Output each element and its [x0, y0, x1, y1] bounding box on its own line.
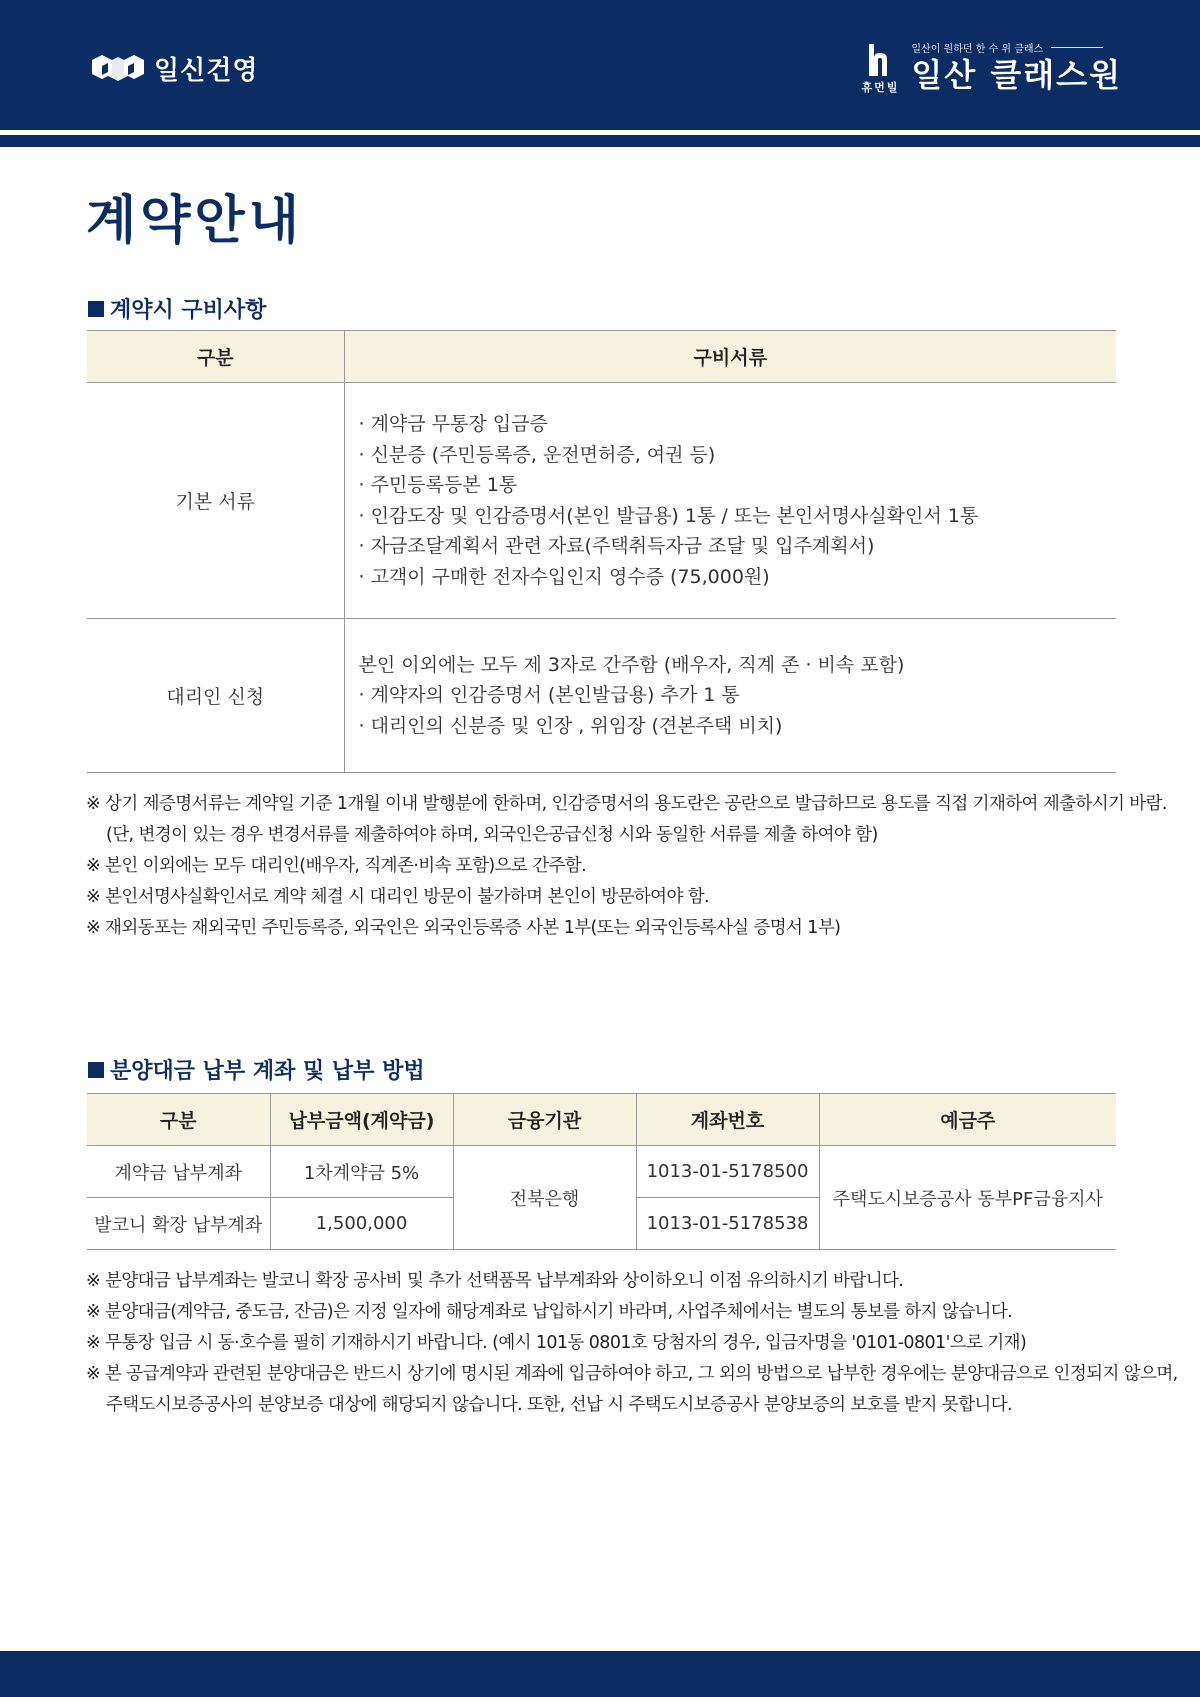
- builder-logo: [92, 50, 258, 87]
- square-bullet-icon: [88, 1062, 104, 1078]
- note-line: ※ 본인서명사실확인서로 계약 체결 시 대리인 방문이 불가하며 본인이 방문하여야 함.: [86, 887, 710, 907]
- doc-line: · 계약자의 인감증명서 (본인발급용) 추가 1 통: [358, 684, 740, 707]
- required-docs-notes: [86, 789, 1167, 944]
- doc-line: · 고객이 구매한 전자수입인지 영수증 (75,000원): [358, 565, 770, 588]
- builder-logo-icon: [92, 52, 144, 86]
- doc-line: · 신분증 (주민등록증, 운전면허증, 여권 등): [358, 443, 716, 466]
- column-header: 계좌번호: [636, 1094, 819, 1146]
- top-header-bar: [0, 0, 1200, 130]
- section-heading-payment: [88, 1054, 425, 1085]
- complex-brand: [861, 40, 1122, 95]
- doc-line: 본인 이외에는 모두 제 3자로 간주함 (배우자, 직계 존 · 비속 포함): [358, 653, 905, 676]
- account-number: 1013-01-5178538: [636, 1198, 819, 1250]
- row-content: [344, 619, 1116, 773]
- note-line: (단, 변경이 있는 경우 변경서류를 제출하여야 하며, 외국인은공급신청 시와 동일한 서류를 제출 하여야 함): [106, 825, 878, 845]
- account-holder: 주택도시보증공사 동부PF금융지사: [819, 1146, 1116, 1250]
- column-header: 금융기관: [453, 1094, 636, 1146]
- row-content: [344, 383, 1116, 619]
- note-line: ※ 재외동포는 재외국민 주민등록증, 외국인은 외국인등록증 사본 1부(또는 외국인등록사실 증명서 1부): [86, 918, 841, 938]
- table-row: [87, 1146, 1116, 1198]
- account-type: 계약금 납부계좌: [87, 1146, 270, 1198]
- note-line: ※ 본 공급계약과 관련된 분양대금은 반드시 상기에 명시된 계좌에 입금하여야 하고, 그 외의 방법으로 납부한 경우에는 분양대금으로 인정되지 않으며,: [86, 1364, 1178, 1384]
- column-header: 납부금액(계약금): [270, 1094, 453, 1146]
- row-label: 대리인 신청: [87, 619, 344, 773]
- column-header: 구비서류: [344, 331, 1116, 383]
- doc-line: · 계약금 무통장 입금증: [358, 413, 548, 435]
- humanvil-name: 휴먼빌: [861, 81, 900, 94]
- section-heading-required-docs: [88, 293, 266, 324]
- note-line: ※ 본인 이외에는 모두 대리인(배우자, 직계존·비속 포함)으로 간주함.: [86, 856, 587, 876]
- square-bullet-icon: [88, 301, 104, 317]
- note-line: ※ 분양대금 납부계좌는 발코니 확장 공사비 및 추가 선택품목 납부계좌와 상이하오니 이점 유의하시기 바랍니다.: [86, 1271, 904, 1291]
- column-header: 구분: [87, 331, 344, 383]
- complex-name: 일산 클래스원: [911, 56, 1122, 94]
- doc-line: · 인감도장 및 인감증명서(본인 발급용) 1통 / 또는 본인서명사실확인서 1통: [358, 504, 979, 527]
- slogan-row: [911, 40, 1122, 55]
- section-heading-text: 계약시 구비사항: [110, 298, 267, 323]
- required-docs-table: [87, 330, 1116, 773]
- column-header: 구분: [87, 1094, 270, 1146]
- table-header-row: [87, 1094, 1116, 1146]
- slogan-divider: [1051, 47, 1103, 48]
- account-type: 발코니 확장 납부계좌: [87, 1198, 270, 1250]
- humanvil-h-icon: [865, 44, 895, 76]
- table-row: [87, 383, 1116, 619]
- header-divider-navy: [0, 135, 1200, 147]
- builder-name: 일신건영: [154, 56, 259, 86]
- note-line: ※ 상기 제증명서류는 계약일 기준 1개월 이내 발행분에 한하며, 인감증명서의 용도란은 공란으로 발급하므로 용도를 직접 기재하여 제출하시기 바람.: [86, 794, 1167, 814]
- row-label: 기본 서류: [87, 383, 344, 619]
- section-heading-text: 분양대금 납부 계좌 및 납부 방법: [110, 1059, 425, 1084]
- payment-account-table: [87, 1093, 1116, 1250]
- column-header: 예금주: [819, 1094, 1116, 1146]
- note-line: 주택도시보증공사의 분양보증 대상에 해당되지 않습니다. 또한, 선납 시 주택도시보증공사 분양보증의 보호를 받지 못합니다.: [106, 1395, 1012, 1415]
- doc-line: · 주민등록등본 1통: [358, 474, 518, 496]
- complex-title-block: [911, 40, 1122, 95]
- humanvil-logo: [861, 44, 899, 95]
- doc-line: · 자금조달계획서 관련 자료(주택취득자금 조달 및 입주계획서): [358, 535, 875, 557]
- note-line: ※ 무통장 입금 시 동·호수를 필히 기재하시기 바랍니다. (예시 101동 0801호 당첨자의 경우, 입금자명을 '0101-0801'으로 기재): [86, 1333, 1027, 1353]
- slogan: 일산이 원하던 한 수 위 클래스: [911, 44, 1044, 55]
- payment-amount: 1,500,000: [270, 1198, 453, 1250]
- bank-name: 전북은행: [453, 1146, 636, 1250]
- note-line: ※ 분양대금(계약금, 중도금, 잔금)은 지정 일자에 해당계좌로 납입하시기 바라며, 사업주체에서는 별도의 통보를 하지 않습니다.: [86, 1302, 1013, 1322]
- account-number: 1013-01-5178500: [636, 1146, 819, 1198]
- doc-line: · 대리인의 신분증 및 인장 , 위임장 (견본주택 비치): [358, 714, 783, 737]
- page-title: 계약안내: [86, 191, 303, 251]
- bottom-footer-bar: [0, 1651, 1200, 1697]
- table-row: [87, 619, 1116, 773]
- payment-notes: [86, 1266, 1178, 1421]
- payment-amount: 1차계약금 5%: [270, 1146, 453, 1198]
- table-header-row: [87, 331, 1116, 383]
